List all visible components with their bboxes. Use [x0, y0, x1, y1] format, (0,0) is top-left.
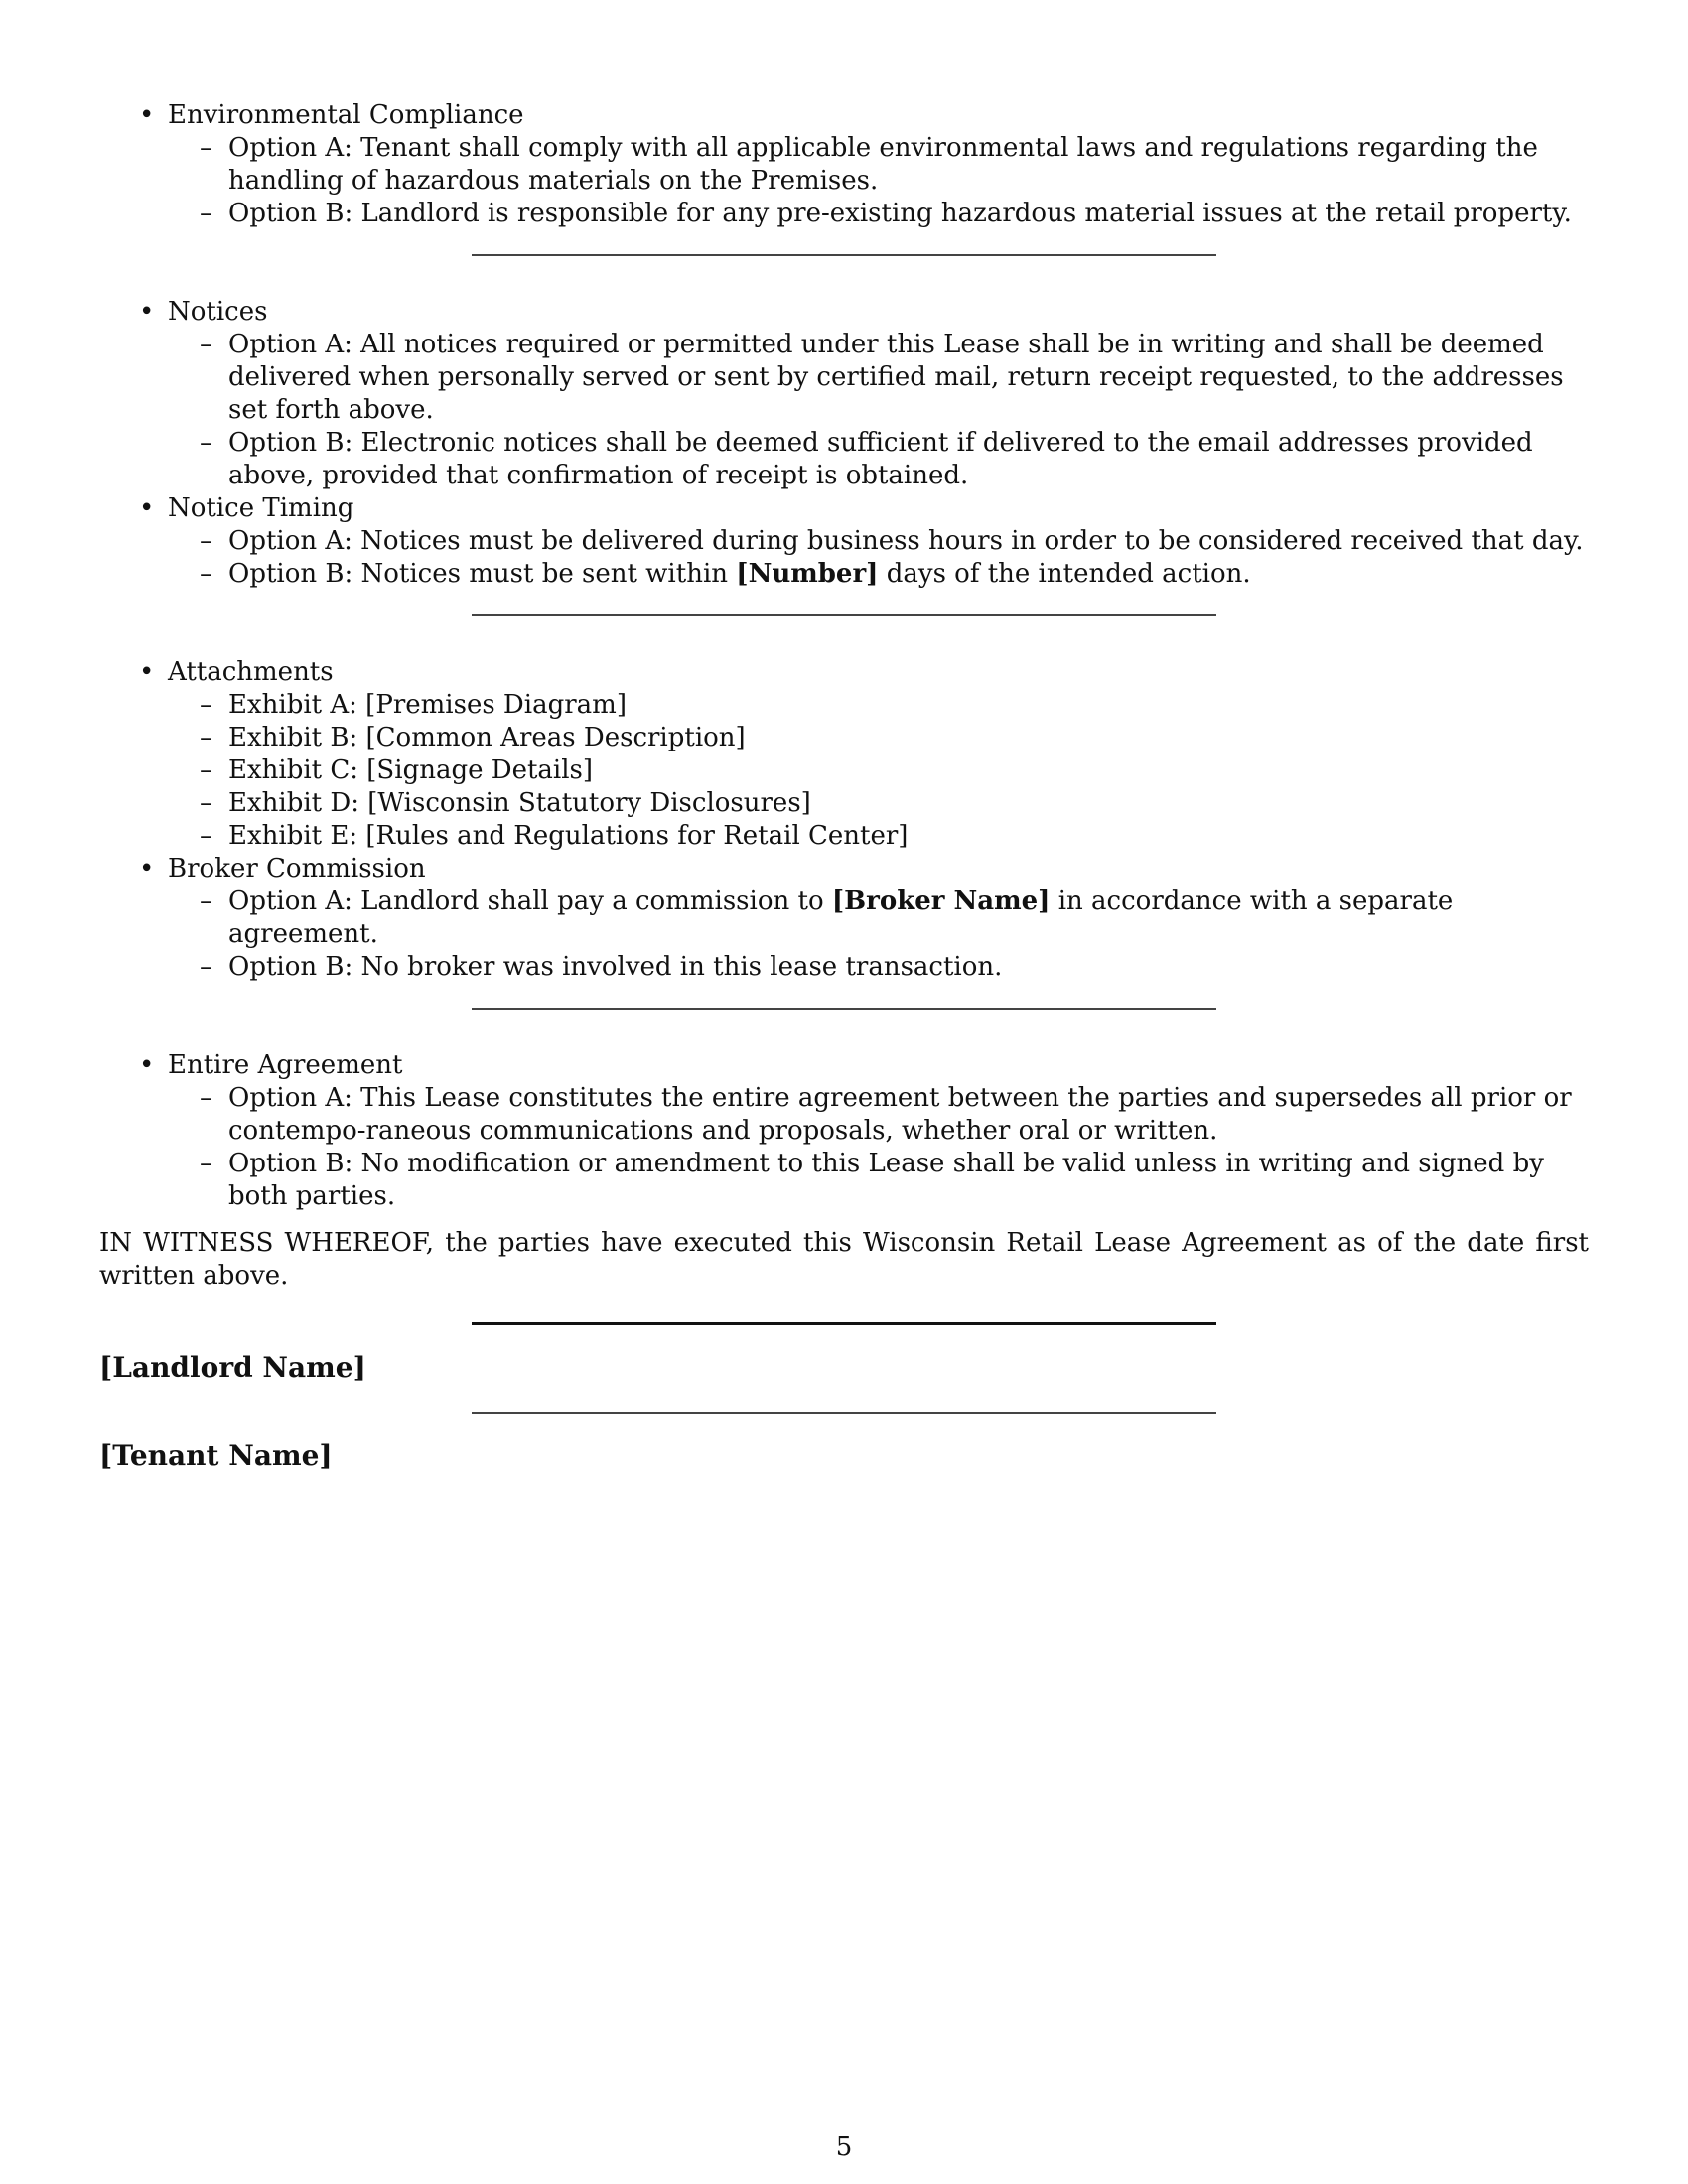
witness-clause: IN WITNESS WHEREOF, the parties have executed this Wisconsin Retail Lease Agreement as of the date first written above. [99, 1228, 1589, 1291]
landlord-name: [Landlord Name] [99, 1351, 366, 1384]
clause-list [99, 656, 1589, 984]
option-item: – Option B: Electronic notices shall be deemed sufficient if delivered to the email addresses provided above, provided that confirmation of receipt is obtained. [168, 427, 1589, 492]
section-title: Notice Timing [168, 493, 354, 523]
section-environmental-compliance [99, 99, 1589, 230]
option-list [168, 132, 1589, 230]
landlord-signature-line [472, 1322, 1216, 1325]
section-broker-commission [99, 853, 1589, 984]
option-text: in accordance with a separate agreement. [228, 887, 1454, 949]
tenant-signature-line [472, 1412, 1216, 1414]
option-list [168, 886, 1589, 984]
exhibit-item: – Exhibit C: [Signage Details] [168, 754, 1589, 787]
option-item: – Option A: Tenant shall comply with all applicable environmental laws and regulations regarding the handling of hazardous materials on the Premises. [168, 132, 1589, 198]
exhibit-list [168, 689, 1589, 853]
option-list [168, 329, 1589, 492]
option-item [168, 886, 1589, 951]
option-item: – Option B: No modification or amendment to this Lease shall be valid unless in writing and signed by both parties. [168, 1148, 1589, 1213]
option-text: days of the intended action. [878, 559, 1251, 589]
clause-list [99, 99, 1589, 230]
document-page [99, 99, 1589, 1472]
broker-name-placeholder: [Broker Name] [831, 887, 1051, 916]
section-notices [99, 296, 1589, 492]
exhibit-item: – Exhibit A: [Premises Diagram] [168, 689, 1589, 722]
option-item: – Option B: Landlord is responsible for any pre-existing hazardous material issues at the retail property. [168, 198, 1589, 230]
section-entire-agreement [99, 1049, 1589, 1213]
exhibit-item: – Exhibit B: [Common Areas Description] [168, 722, 1589, 754]
option-item: – Option A: All notices required or permitted under this Lease shall be in writing and shall be deemed delivered when personally served or sent by certified mail, return receipt requested, to the addresses set forth above. [168, 329, 1589, 427]
tenant-name: [Tenant Name] [99, 1439, 333, 1472]
section-title: Attachments [168, 657, 334, 687]
option-text: Option A: Landlord shall pay a commission to [228, 887, 832, 916]
section-attachments [99, 656, 1589, 853]
section-title: Entire Agreement [168, 1050, 403, 1080]
clause-list [99, 296, 1589, 591]
option-item: – Option A: This Lease constitutes the entire agreement between the parties and supersedes all prior or contempo-raneous communications and proposals, whether oral or written. [168, 1082, 1589, 1148]
exhibit-item: – Exhibit E: [Rules and Regulations for Retail Center] [168, 820, 1589, 853]
exhibit-item: – Exhibit D: [Wisconsin Statutory Disclosures] [168, 787, 1589, 820]
option-item [168, 558, 1589, 591]
option-item: – Option B: No broker was involved in this lease transaction. [168, 951, 1589, 984]
page-number: 5 [835, 2132, 853, 2162]
option-item: – Option A: Notices must be delivered during business hours in order to be considered received that day. [168, 525, 1589, 558]
section-title: Environmental Compliance [168, 100, 524, 130]
section-title: Broker Commission [168, 854, 426, 884]
number-placeholder: [Number] [736, 559, 879, 589]
option-list [168, 1082, 1589, 1213]
clause-list [99, 1049, 1589, 1213]
option-list [168, 525, 1589, 591]
section-notice-timing [99, 492, 1589, 591]
section-title: Notices [168, 297, 268, 327]
option-text: Option B: Notices must be sent within [228, 559, 737, 589]
